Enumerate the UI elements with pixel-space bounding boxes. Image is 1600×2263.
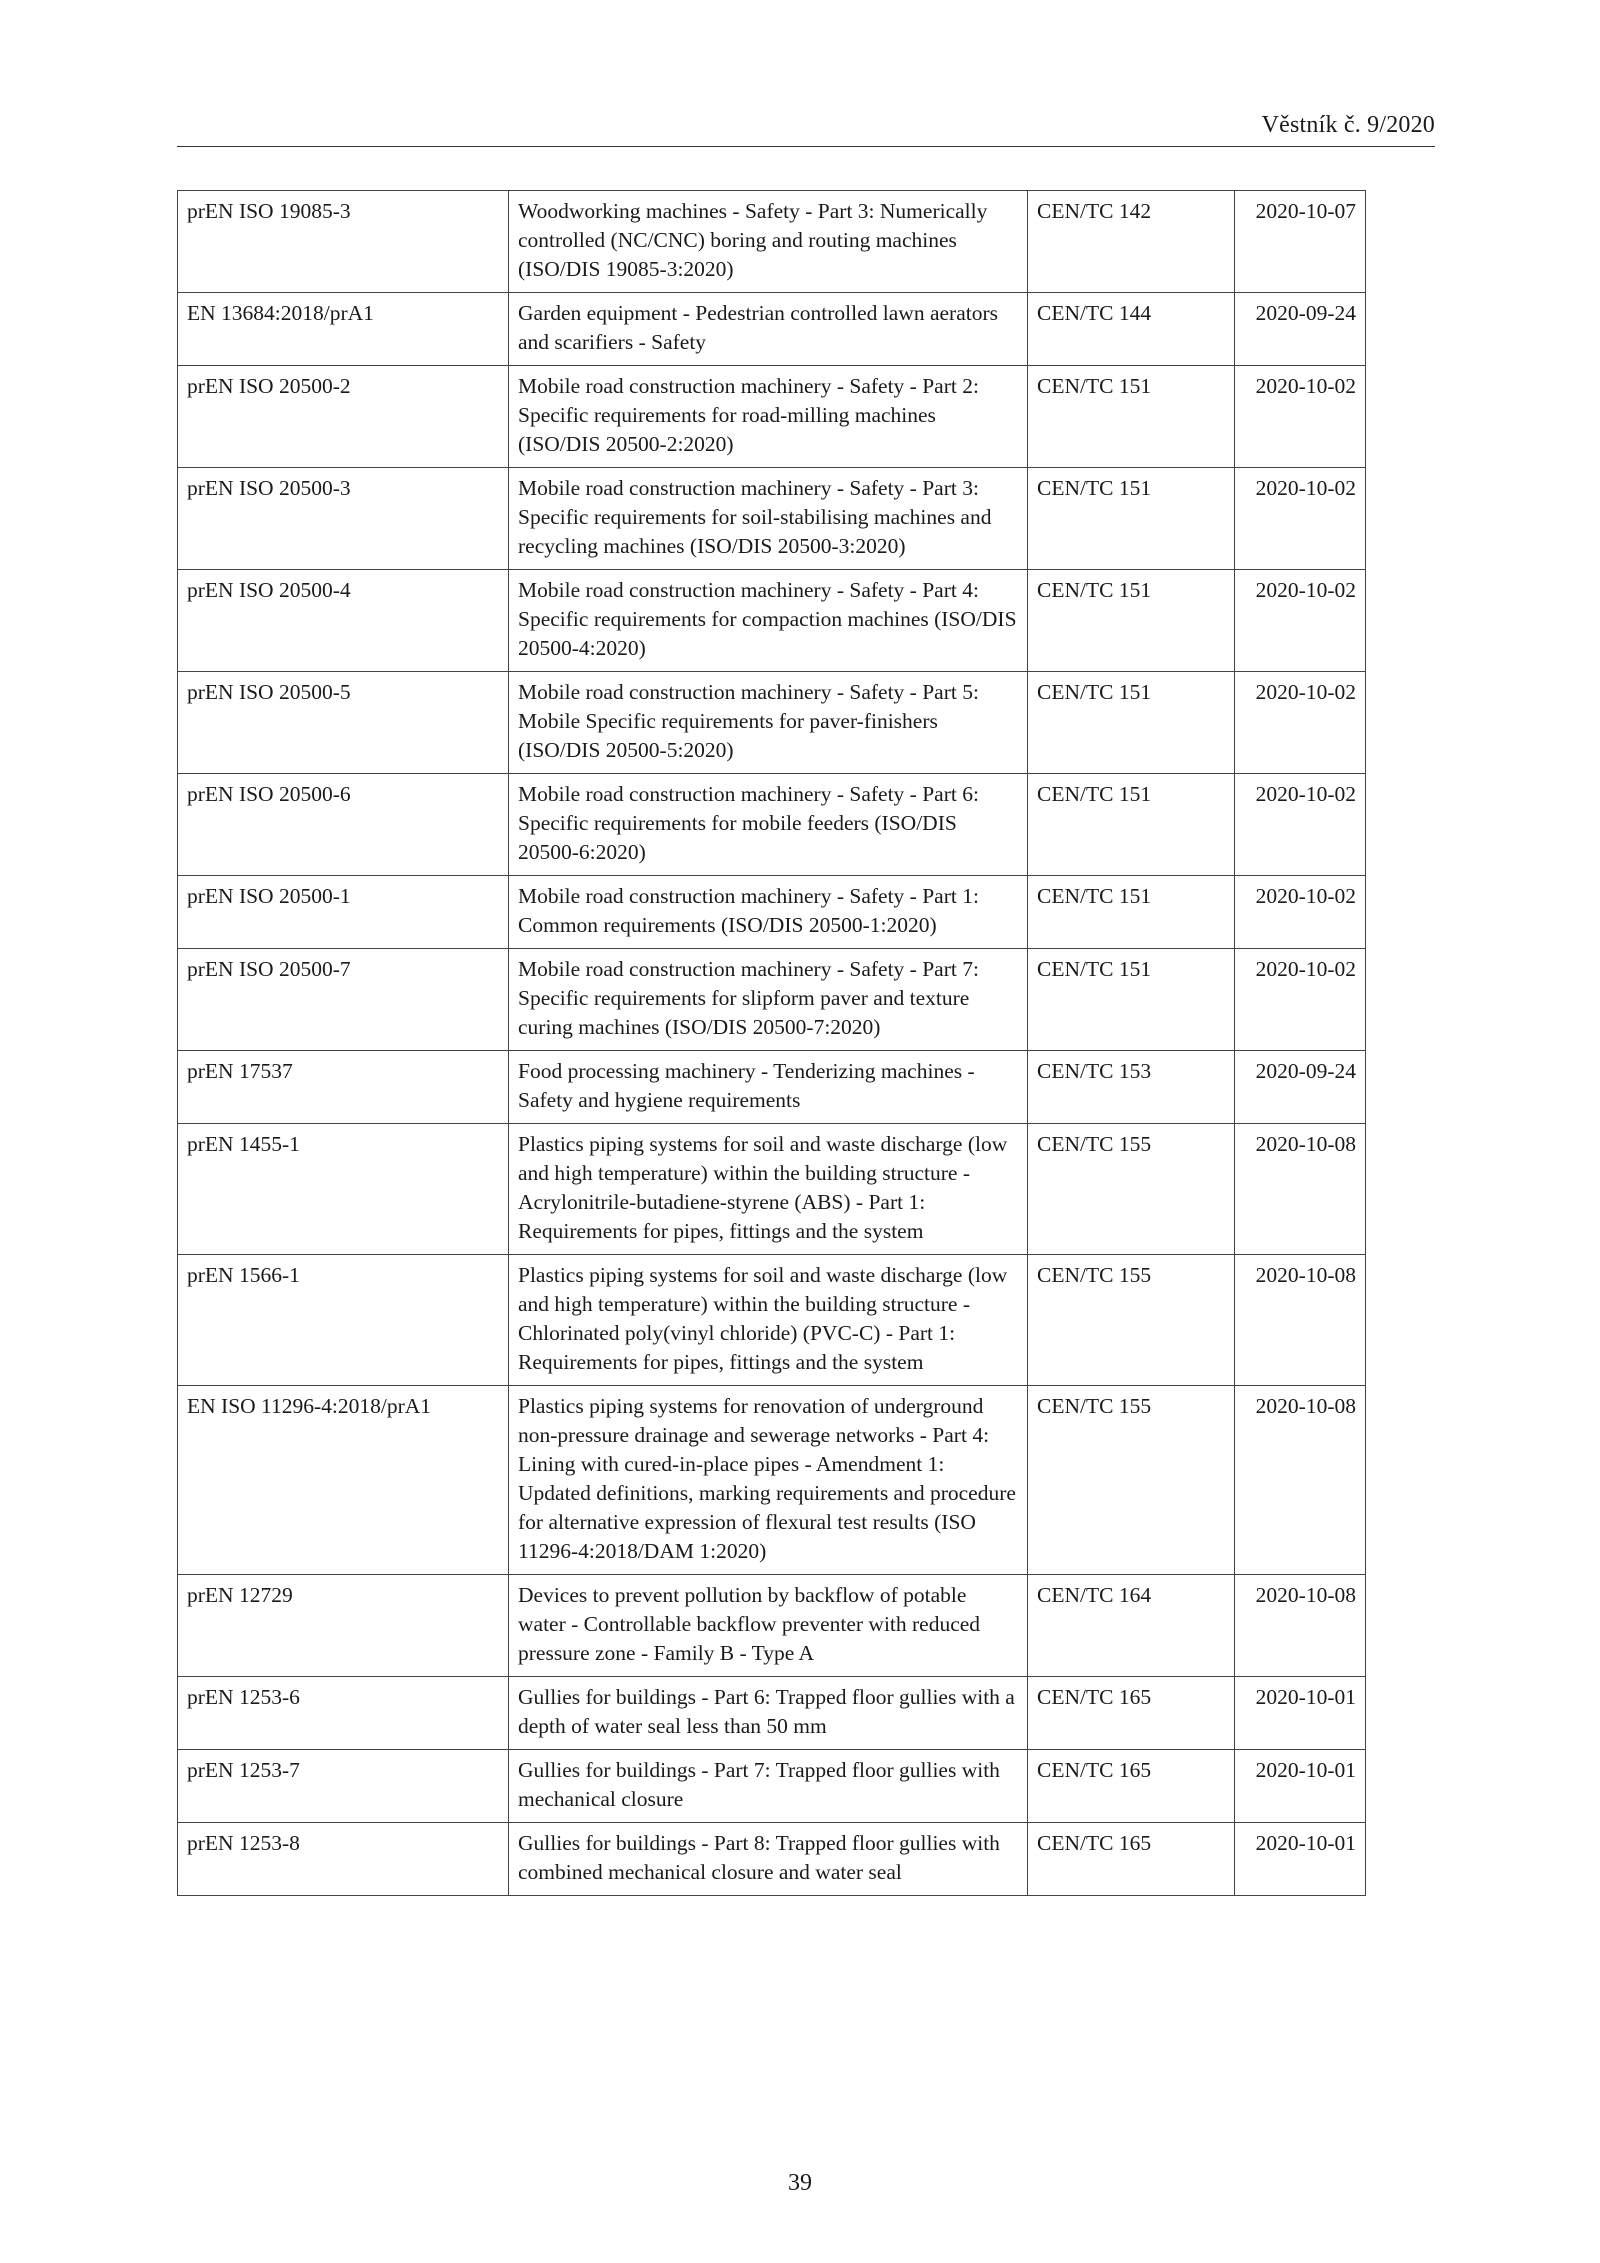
technical-committee: CEN/TC 151	[1028, 366, 1235, 468]
page-header	[177, 112, 1435, 147]
standard-title: Mobile road construction machinery - Safety - Part 4: Specific requirements for compaction machines (ISO/DIS 20500-4:2020)	[509, 570, 1028, 672]
deadline-date: 2020-10-08	[1235, 1386, 1366, 1575]
technical-committee: CEN/TC 151	[1028, 570, 1235, 672]
technical-committee: CEN/TC 155	[1028, 1386, 1235, 1575]
table-row	[178, 774, 1366, 876]
standard-title: Plastics piping systems for renovation of underground non-pressure drainage and sewerage networks - Part 4: Lining with cured-in-place pipes - Amendment 1: Updated definitions, marking requirements and procedure for alternative expression of flexural test results (ISO 11296-4:2018/DAM 1:2020)	[509, 1386, 1028, 1575]
standard-reference: prEN ISO 20500-6	[178, 774, 509, 876]
standard-title: Mobile road construction machinery - Safety - Part 2: Specific requirements for road-milling machines (ISO/DIS 20500-2:2020)	[509, 366, 1028, 468]
deadline-date: 2020-10-02	[1235, 672, 1366, 774]
standard-title: Mobile road construction machinery - Safety - Part 5: Mobile Specific requirements for paver-finishers (ISO/DIS 20500-5:2020)	[509, 672, 1028, 774]
table-row	[178, 672, 1366, 774]
technical-committee: CEN/TC 151	[1028, 672, 1235, 774]
standard-reference: prEN ISO 20500-1	[178, 876, 509, 949]
standard-title: Devices to prevent pollution by backflow of potable water - Controllable backflow preventer with reduced pressure zone - Family B - Type A	[509, 1575, 1028, 1677]
table-row	[178, 1124, 1366, 1255]
standard-title: Mobile road construction machinery - Safety - Part 1: Common requirements (ISO/DIS 20500-1:2020)	[509, 876, 1028, 949]
standard-title: Garden equipment - Pedestrian controlled lawn aerators and scarifiers - Safety	[509, 293, 1028, 366]
standard-title: Mobile road construction machinery - Safety - Part 3: Specific requirements for soil-stabilising machines and recycling machines (ISO/DIS 20500-3:2020)	[509, 468, 1028, 570]
table-row	[178, 366, 1366, 468]
technical-committee: CEN/TC 151	[1028, 774, 1235, 876]
standard-title: Woodworking machines - Safety - Part 3: Numerically controlled (NC/CNC) boring and routing machines (ISO/DIS 19085-3:2020)	[509, 191, 1028, 293]
standard-title: Plastics piping systems for soil and waste discharge (low and high temperature) within the building structure - Acrylonitrile-butadiene-styrene (ABS) - Part 1: Requirements for pipes, fittings and the system	[509, 1124, 1028, 1255]
deadline-date: 2020-10-08	[1235, 1575, 1366, 1677]
table-row	[178, 1575, 1366, 1677]
table-row	[178, 1255, 1366, 1386]
standard-title: Gullies for buildings - Part 6: Trapped floor gullies with a depth of water seal less than 50 mm	[509, 1677, 1028, 1750]
standards-table-body	[178, 191, 1366, 1896]
technical-committee: CEN/TC 155	[1028, 1255, 1235, 1386]
technical-committee: CEN/TC 165	[1028, 1823, 1235, 1896]
standard-reference: prEN 1253-6	[178, 1677, 509, 1750]
standard-reference: EN 13684:2018/prA1	[178, 293, 509, 366]
standard-reference: EN ISO 11296-4:2018/prA1	[178, 1386, 509, 1575]
table-row	[178, 1750, 1366, 1823]
deadline-date: 2020-10-01	[1235, 1677, 1366, 1750]
table-row	[178, 293, 1366, 366]
standards-table	[177, 190, 1366, 1896]
deadline-date: 2020-10-01	[1235, 1750, 1366, 1823]
technical-committee: CEN/TC 144	[1028, 293, 1235, 366]
technical-committee: CEN/TC 165	[1028, 1750, 1235, 1823]
deadline-date: 2020-10-02	[1235, 366, 1366, 468]
standard-title: Gullies for buildings - Part 7: Trapped floor gullies with mechanical closure	[509, 1750, 1028, 1823]
standard-reference: prEN ISO 19085-3	[178, 191, 509, 293]
technical-committee: CEN/TC 155	[1028, 1124, 1235, 1255]
technical-committee: CEN/TC 165	[1028, 1677, 1235, 1750]
table-row	[178, 570, 1366, 672]
standard-reference: prEN 1566-1	[178, 1255, 509, 1386]
standard-reference: prEN 17537	[178, 1051, 509, 1124]
standard-title: Mobile road construction machinery - Safety - Part 7: Specific requirements for slipform paver and texture curing machines (ISO/DIS 20500-7:2020)	[509, 949, 1028, 1051]
deadline-date: 2020-10-02	[1235, 876, 1366, 949]
standard-reference: prEN ISO 20500-4	[178, 570, 509, 672]
standard-reference: prEN ISO 20500-7	[178, 949, 509, 1051]
standard-reference: prEN 1455-1	[178, 1124, 509, 1255]
technical-committee: CEN/TC 142	[1028, 191, 1235, 293]
deadline-date: 2020-09-24	[1235, 1051, 1366, 1124]
table-row	[178, 468, 1366, 570]
technical-committee: CEN/TC 153	[1028, 1051, 1235, 1124]
table-row	[178, 1823, 1366, 1896]
deadline-date: 2020-10-07	[1235, 191, 1366, 293]
publication-title: Věstník č. 9/2020	[1261, 112, 1435, 138]
standard-reference: prEN 12729	[178, 1575, 509, 1677]
technical-committee: CEN/TC 151	[1028, 949, 1235, 1051]
deadline-date: 2020-10-01	[1235, 1823, 1366, 1896]
deadline-date: 2020-10-08	[1235, 1255, 1366, 1386]
standard-title: Plastics piping systems for soil and waste discharge (low and high temperature) within the building structure - Chlorinated poly(vinyl chloride) (PVC-C) - Part 1: Requirements for pipes, fittings and the system	[509, 1255, 1028, 1386]
deadline-date: 2020-10-02	[1235, 774, 1366, 876]
standard-reference: prEN 1253-8	[178, 1823, 509, 1896]
deadline-date: 2020-10-02	[1235, 949, 1366, 1051]
table-row	[178, 191, 1366, 293]
standard-reference: prEN 1253-7	[178, 1750, 509, 1823]
table-row	[178, 876, 1366, 949]
deadline-date: 2020-10-02	[1235, 570, 1366, 672]
standard-title: Mobile road construction machinery - Safety - Part 6: Specific requirements for mobile feeders (ISO/DIS 20500-6:2020)	[509, 774, 1028, 876]
standard-reference: prEN ISO 20500-3	[178, 468, 509, 570]
table-row	[178, 1386, 1366, 1575]
technical-committee: CEN/TC 164	[1028, 1575, 1235, 1677]
table-row	[178, 949, 1366, 1051]
standard-title: Gullies for buildings - Part 8: Trapped floor gullies with combined mechanical closure and water seal	[509, 1823, 1028, 1896]
table-row	[178, 1051, 1366, 1124]
deadline-date: 2020-10-02	[1235, 468, 1366, 570]
standard-reference: prEN ISO 20500-5	[178, 672, 509, 774]
deadline-date: 2020-10-08	[1235, 1124, 1366, 1255]
technical-committee: CEN/TC 151	[1028, 876, 1235, 949]
table-row	[178, 1677, 1366, 1750]
standard-title: Food processing machinery - Tenderizing machines - Safety and hygiene requirements	[509, 1051, 1028, 1124]
technical-committee: CEN/TC 151	[1028, 468, 1235, 570]
standard-reference: prEN ISO 20500-2	[178, 366, 509, 468]
deadline-date: 2020-09-24	[1235, 293, 1366, 366]
page-number: 39	[788, 2170, 812, 2196]
